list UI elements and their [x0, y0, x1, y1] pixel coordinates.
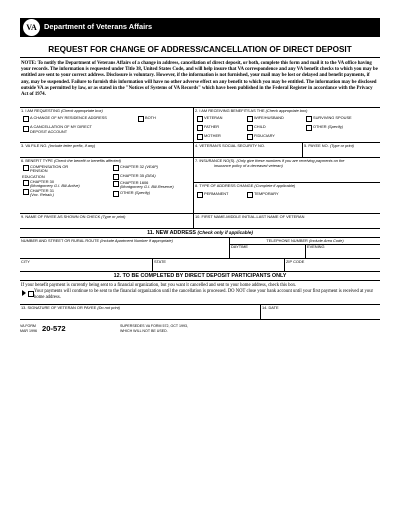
item10-label: 10. FIRST NAME-MIDDLE INITIAL-LAST NAME OF VETERAN — [195, 214, 305, 219]
item8-address-change-type — [194, 183, 380, 213]
daytime-phone-field[interactable] — [230, 244, 305, 258]
direct-deposit-heading: 12. TO BE COMPLETED BY DIRECT DEPOSIT PARTICIPANTS ONLY — [20, 272, 380, 281]
item6-label: 6. BENEFIT TYPE — [21, 158, 53, 163]
state-label: STATE — [154, 259, 166, 264]
item5-hint: (Type or print) — [329, 143, 354, 148]
item2-label: 2. I AM RECEIVING BENEFITS AS THE — [195, 108, 265, 113]
chapter30-label: CHAPTER 30 — [30, 178, 54, 184]
zip-field[interactable] — [284, 259, 380, 271]
chapter35-checkbox[interactable] — [113, 174, 119, 180]
chapter1606-hint: (Montgomery G.I. Bill-Reserve) — [120, 184, 174, 189]
zip-label: ZIP CODE — [286, 259, 305, 264]
row-payee-veteran-name — [20, 214, 380, 229]
other-relation-checkbox[interactable] — [306, 125, 312, 131]
item1-requesting — [20, 108, 193, 142]
chapter31-label: CHAPTER 31 — [30, 187, 54, 193]
direct-deposit-text-1: If your benefit payment is currently being sent to a financial organization, but you want it cancelled and sent to your home address, check this box. — [21, 283, 297, 288]
both-checkbox[interactable] — [138, 116, 144, 122]
telephone-section — [229, 238, 380, 258]
compensation-label-2: PENSION — [30, 168, 48, 173]
daytime-label: DAYTIME — [231, 244, 249, 249]
child-checkbox[interactable] — [247, 125, 253, 131]
other-benefit-hint: (Specify) — [134, 190, 151, 195]
item8-hint: (Complete if applicable) — [254, 183, 296, 188]
wife-husband-checkbox[interactable] — [247, 116, 253, 122]
item4-ssn-field[interactable] — [193, 143, 303, 157]
item10-veteran-name-field[interactable] — [193, 214, 380, 228]
street-hint: (Include Apartment Number if appropriate) — [100, 238, 173, 243]
item1-label: 1. I AM REQUESTING — [21, 108, 60, 113]
mother-label: MOTHER — [204, 133, 221, 138]
form-date: MAR 1996 — [20, 328, 37, 333]
both-label: BOTH — [145, 115, 156, 120]
address-change-label: A CHANGE OF MY RESIDENCE ADDRESS — [30, 115, 107, 120]
item8-label: 8. TYPE OF ADDRESS CHANGE — [195, 183, 254, 188]
item13-label: 13. SIGNATURE OF VETERAN OR PAYEE — [21, 305, 97, 310]
item5-payee-no-field[interactable] — [302, 143, 380, 157]
father-checkbox[interactable] — [197, 125, 203, 131]
arrow-right-icon — [22, 290, 26, 296]
phone-hint: (Include Area Code) — [308, 238, 344, 243]
chapter1606-label: CHAPTER 1606 — [120, 179, 149, 185]
row-benefit-insurance — [20, 158, 380, 214]
phone-label: TELEPHONE NUMBER — [266, 238, 308, 243]
item6-benefit-type — [20, 158, 193, 213]
item3-file-no-field[interactable] — [20, 143, 193, 157]
form-footer — [20, 320, 380, 340]
item7-insurance-field[interactable] — [194, 158, 380, 183]
chapter32-text: CHAPTER 32 — [120, 164, 144, 169]
mother-checkbox[interactable] — [197, 134, 203, 140]
other-benefit-checkbox[interactable] — [113, 191, 119, 197]
compensation-checkbox[interactable] — [23, 165, 29, 171]
privacy-note: NOTE: To notify the Department of Veterans Affairs of a change in address, cancellation of direct deposit, or both, complete this form and mail it to the VA office having your records. The information is requested under Title 38, United States Code, and will help insure that VA correspondence and any VA benefit checks to which you may be entitled are sent to your correct address. Disclosure is voluntary. However, if the information is not furnished, your mail may be lost or delayed and benefit payments, if any, may be suspended. Failure to furnish this information will have no other adverse effect on any benefit to which you may be entitled. The information may be disclosed outside VA as permitted by law, or as stated in the "Notices of Systems of VA Records" which have been published in the Federal Register in accordance with the Privacy Act of 1974. — [20, 58, 380, 108]
item2-hint: (Check appropriate box) — [265, 108, 308, 113]
chapter31-hint: (Voc. Rehab.) — [30, 192, 54, 197]
agency-header — [20, 18, 380, 37]
item7-label: 7. INSURANCE NO(S). — [195, 158, 236, 163]
fiduciary-checkbox[interactable] — [247, 134, 253, 140]
permanent-label: PERMANENT — [204, 191, 229, 196]
form-page — [20, 18, 380, 340]
item4-label: 4. VETERAN'S SOCIAL SECURITY NO. — [195, 143, 265, 148]
fiduciary-label: FIDUCIARY — [254, 133, 275, 138]
new-address-heading — [20, 229, 380, 238]
chapter35-hint: (DEA) — [145, 173, 156, 178]
evening-label: EVENING — [307, 244, 325, 249]
chapter30-hint: (Montgomery G.I. Bill-Active) — [30, 183, 80, 188]
item3-hint: (Include letter prefix, if any) — [48, 143, 96, 148]
surviving-spouse-label: SURVIVING SPOUSE — [313, 115, 352, 120]
cancel-deposit-label-1: A CANCELLATION OF MY DIRECT — [30, 124, 92, 129]
item5-label: 5. PAYEE NO. — [304, 143, 329, 148]
street-field[interactable] — [20, 238, 229, 258]
item1-hint: (Check appropriate box) — [61, 108, 103, 113]
item9-hint: (Type or print) — [101, 214, 126, 219]
other-relation-text: OTHER — [313, 124, 327, 129]
other-relation-label — [313, 125, 343, 129]
father-label: FATHER — [204, 124, 220, 129]
row-file-ssn-payee — [20, 143, 380, 158]
signature-field[interactable] — [20, 305, 260, 319]
chapter32-checkbox[interactable] — [113, 165, 119, 171]
veteran-checkbox[interactable] — [197, 116, 203, 122]
item13-hint: (Do not print) — [97, 305, 121, 310]
direct-deposit-text-2: Your payments will continue to be sent to the financial organization until the cancellation is processed. DO NOT close your bank account until your first payment is received at your home address. — [34, 289, 374, 301]
permanent-checkbox[interactable] — [197, 192, 203, 198]
form-label: VA FORM — [20, 324, 36, 328]
street-label: NUMBER AND STREET OR RURAL ROUTE — [21, 238, 100, 243]
date-field[interactable] — [260, 305, 380, 319]
temporary-label: TEMPORARY — [254, 191, 279, 196]
chapter35-label — [120, 174, 156, 178]
address-change-checkbox[interactable] — [23, 116, 29, 122]
city-label: CITY — [21, 259, 30, 264]
form-title: REQUEST FOR CHANGE OF ADDRESS/CANCELLATION OF DIRECT DEPOSIT — [20, 45, 380, 58]
chapter31-checkbox[interactable] — [23, 189, 29, 195]
veteran-label: VETERAN — [204, 115, 223, 120]
item3-label: 3. VA FILE NO. — [21, 143, 48, 148]
supersedes-line-1: SUPERSEDES VA FORM 572, OCT 1993, — [120, 324, 188, 328]
item9-payee-name-field[interactable] — [20, 214, 193, 228]
row-request-benefits — [20, 108, 380, 143]
item7-8-column — [193, 158, 380, 213]
va-seal-icon: VA — [23, 19, 40, 36]
wife-husband-label: WIFE/HUSBAND — [254, 115, 284, 120]
surviving-spouse-checkbox[interactable] — [306, 116, 312, 122]
row-city-state-zip — [20, 259, 380, 272]
chapter35-text: CHAPTER 35 — [120, 173, 144, 178]
item14-label: 14. DATE — [262, 305, 279, 310]
item6-hint: (Check the benefit or benefits affected) — [53, 158, 121, 163]
row-street-phone — [20, 238, 380, 259]
item7-hint-2: insurance policy of a deceased veteran) — [214, 162, 283, 168]
chapter32-label — [120, 165, 158, 169]
city-field[interactable] — [20, 259, 152, 271]
direct-deposit-section — [20, 281, 380, 305]
compensation-label-1: COMPENSATION OR — [30, 163, 69, 169]
other-relation-hint: (Specify) — [327, 124, 344, 129]
chapter1606-checkbox[interactable] — [113, 181, 119, 187]
evening-phone-field[interactable] — [305, 244, 380, 258]
item7-hint-1: (Only give these numbers if you are receiving payments on the — [236, 158, 345, 163]
state-field[interactable] — [152, 259, 285, 271]
other-benefit-label — [120, 191, 150, 195]
item9-label: 9. NAME OF PAYEE AS SHOWN ON CHECK — [21, 214, 101, 219]
agency-name: Department of Veterans Affairs — [44, 22, 153, 31]
item2-benefits-as — [193, 108, 380, 142]
item11-heading-hint: (Check only if applicable) — [197, 230, 253, 235]
temporary-checkbox[interactable] — [247, 192, 253, 198]
item11-heading: 11. NEW ADDRESS — [147, 230, 197, 236]
chapter32-hint: (VEAP) — [145, 164, 159, 169]
other-benefit-text: OTHER — [120, 190, 134, 195]
supersedes-line-2: WHICH WILL NOT BE USED. — [120, 328, 168, 333]
form-number: 20-572 — [42, 324, 66, 333]
chapter30-checkbox[interactable] — [23, 180, 29, 186]
cancel-deposit-checkbox[interactable] — [23, 126, 29, 132]
cancel-deposit-label-2: DEPOSIT ACCOUNT — [30, 128, 68, 134]
education-label: EDUCATION — [22, 173, 45, 179]
row-signature-date — [20, 305, 380, 320]
child-label: CHILD — [254, 124, 266, 129]
